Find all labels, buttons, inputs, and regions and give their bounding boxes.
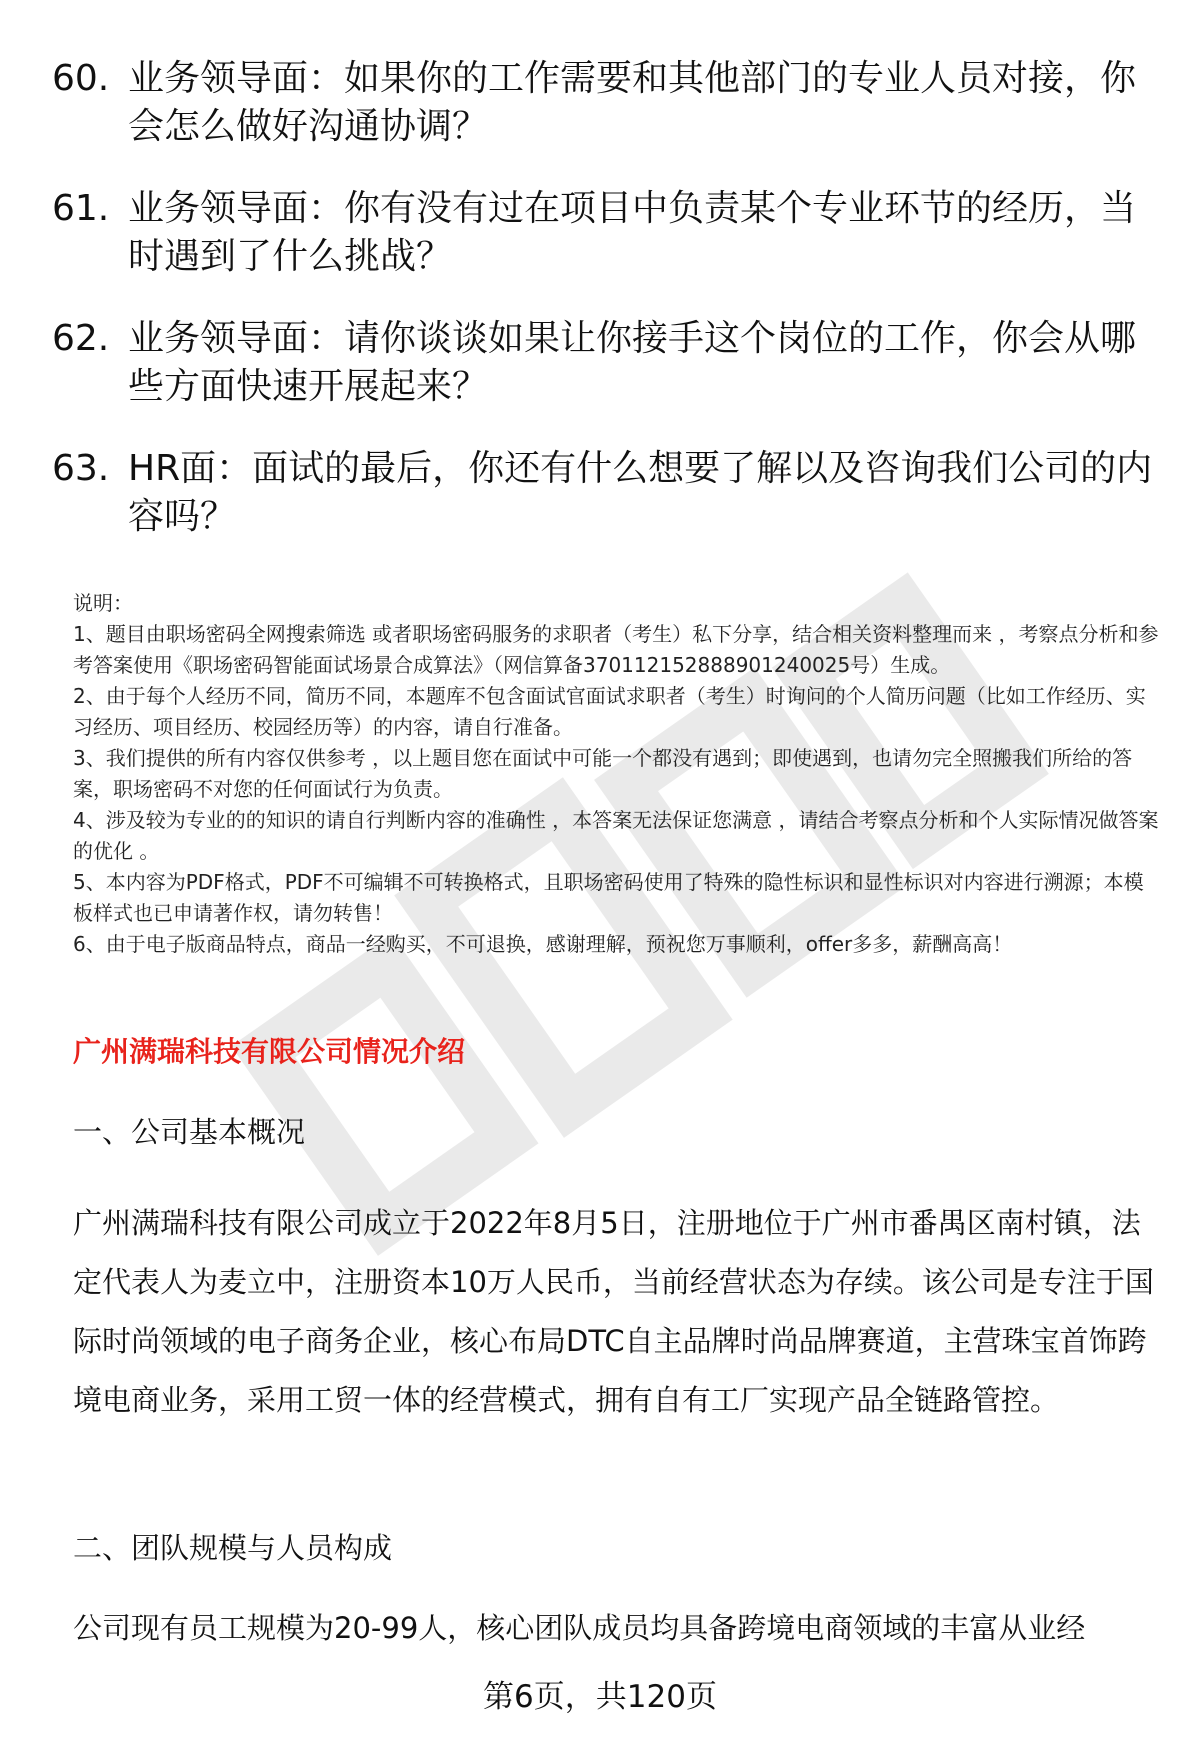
question-text: 业务领导面：你有没有过在项目中负责某个专业环节的经历，当时遇到了什么挑战？: [128, 188, 1137, 277]
section-text-team: 公司现有员工规模为20-99人，核心团队成员均具备跨境电商领域的丰富从业经: [73, 1611, 1086, 1645]
question-item: [52, 445, 1162, 541]
question-list: [52, 55, 1162, 575]
section-heading-team: 二、团队规模与人员构成: [73, 1531, 393, 1565]
note-item: 3、我们提供的所有内容仅供参考 ，以上题目您在面试中可能一个都没有遇到；即使遇到，也请勿完全照搬我们所给的答案，职场密码不对您的任何面试行为负责。: [73, 746, 1133, 801]
section-text-overview: 广州满瑞科技有限公司成立于2022年8月5日，注册地位于广州市番禺区南村镇，法定代表人为麦立中，注册资本10万人民币，当前经营状态为存续。该公司是专注于国际时尚领域的电子商务企业，核心布局DTC自主品牌时尚品牌赛道，主营珠宝首饰跨境电商业务，采用工贸一体的经营模式，拥有自有工厂实现产品全链路管控。: [73, 1206, 1154, 1417]
question-text: 业务领导面：如果你的工作需要和其他部门的专业人员对接，你会怎么做好沟通协调？: [128, 58, 1137, 147]
question-item: [52, 315, 1162, 411]
note-item: 5、本内容为PDF格式，PDF不可编辑不可转换格式，且职场密码使用了特殊的隐性标识和显性标识对内容进行溯源；本模板样式也已申请著作权，请勿转售！: [73, 870, 1144, 925]
section-heading-overview: 一、公司基本概况: [73, 1115, 306, 1149]
company-title: 广州满瑞科技有限公司情况介绍: [73, 1035, 466, 1068]
note-item: 1、题目由职场密码全网搜索筛选 或者职场密码服务的求职者（考生）私下分享，结合相关资料整理而来 ，考察点分析和参考答案使用《职场密码智能面试场景合成算法》（网信算备370112152888901240025号）生成。: [73, 622, 1159, 677]
note-item: 4、涉及较为专业的的知识的请自行判断内容的准确性 ，本答案无法保证您满意 ，请结合考察点分析和个人实际情况做答案的优化 。: [73, 808, 1159, 863]
question-item: [52, 185, 1162, 281]
note-item: 6、由于电子版商品特点，商品一经购买，不可退换，感谢理解，预祝您万事顺利，offer多多，薪酬高高！: [73, 932, 1013, 956]
question-number: 60.: [52, 58, 110, 99]
page-footer: 第6页，共120页: [483, 1679, 717, 1715]
question-text: 业务领导面：请你谈谈如果让你接手这个岗位的工作，你会从哪些方面快速开展起来？: [128, 318, 1137, 407]
question-text: HR面：面试的最后，你还有什么想要了解以及咨询我们公司的内容吗？: [128, 448, 1153, 537]
notes-heading: 说明：: [73, 591, 133, 615]
question-number: 61.: [52, 188, 110, 229]
question-number: 62.: [52, 318, 110, 359]
question-item: [52, 55, 1162, 151]
note-item: 2、由于每个人经历不同，简历不同，本题库不包含面试官面试求职者（考生）时询问的个人简历问题（比如工作经历、实习经历、项目经历、校园经历等）的内容，请自行准备。: [73, 684, 1146, 739]
notes-section: [73, 588, 1163, 960]
question-number: 63.: [52, 448, 110, 489]
